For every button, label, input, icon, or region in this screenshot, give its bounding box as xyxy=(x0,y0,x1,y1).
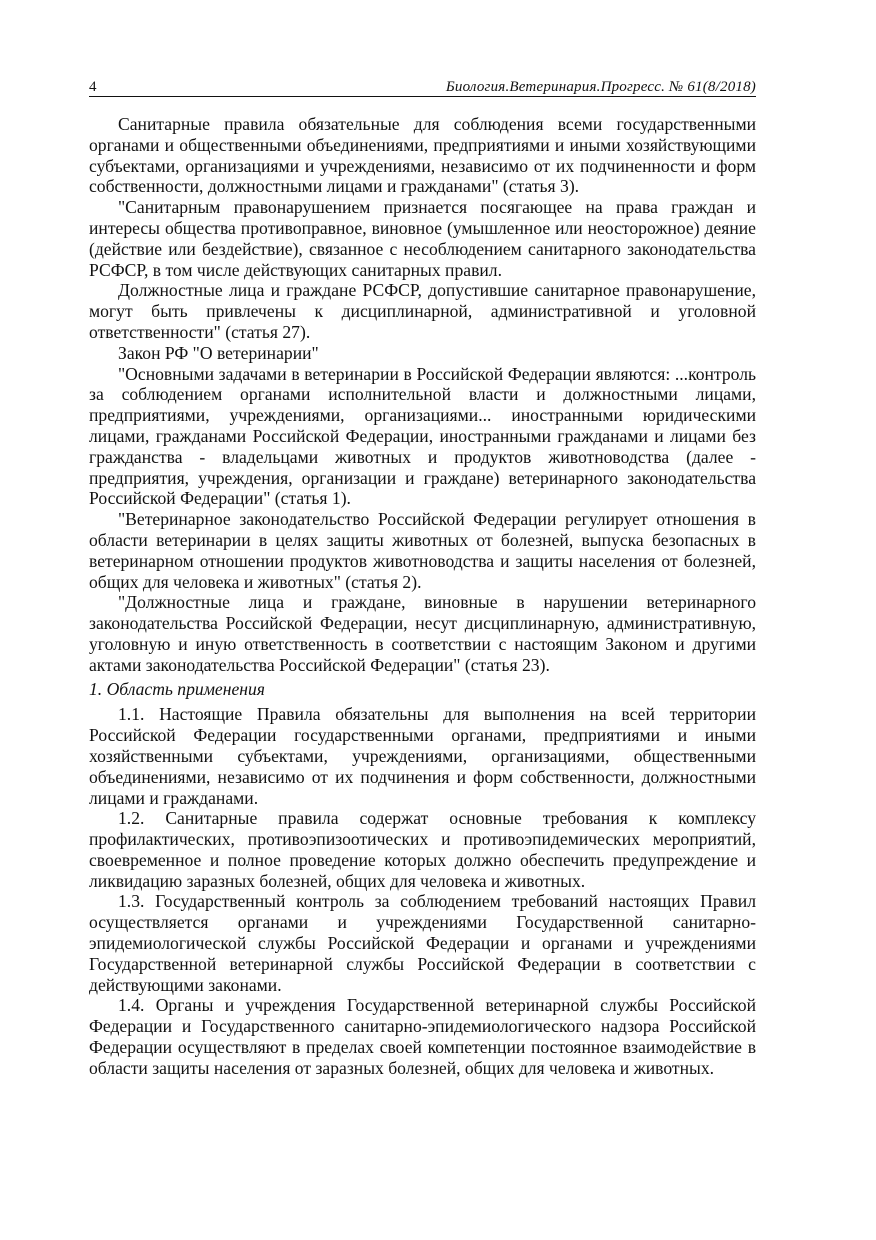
paragraph: Должностные лица и граждане РСФСР, допустившие санитарное правонарушение, могут быть привлечены к дисциплинарной, административной и уголовной ответственности" (статья 27). xyxy=(89,280,756,342)
page-number: 4 xyxy=(89,79,97,95)
document-page xyxy=(89,76,756,1079)
section-heading: 1. Область применения xyxy=(89,678,265,699)
paragraph: Закон РФ "О ветеринарии" xyxy=(118,342,319,363)
paragraph: "Должностные лица и граждане, виновные в нарушении ветеринарного законодательства Российской Федерации, несут дисциплинарную, административную, уголовную и иную ответственность в соответствии с настоящим Законом и другими актами законодательства Российской Федерации" (статья 23). xyxy=(89,592,756,675)
paragraph: "Ветеринарное законодательство Российской Федерации регулирует отношения в области ветеринарии в целях защиты животных от болезней, выпуска безопасных в ветеринарном отношении продуктов животноводства и защиты населения от болезней, общих для человека и животных" (статья 2). xyxy=(89,509,756,592)
section-paragraph: 1.1. Настоящие Правила обязательны для выполнения на всей территории Российской Федерации государственными органами, предприятиями и иными хозяйственными субъектами, учреждениями, организациями, общественными объединениями, независимо от их подчинения и форм собственности, должностными лицами и гражданами. xyxy=(89,704,756,808)
paragraph: "Основными задачами в ветеринарии в Российской Федерации являются: ...контроль за соблюдением органами исполнительной власти и должностными лицами, предприятиями, учреждениями, организациями... иностранными юридическими лицами, гражданами Российской Федерации, иностранными гражданами и лицами без гражданства - владельцами животных и продуктов животноводства (далее - предприятия, учреждения, организации и граждане) ветеринарного законодательства Российской Федерации" (статья 1). xyxy=(89,363,756,509)
journal-title: Биология.Ветеринария.Прогресс. № 61(8/2018) xyxy=(445,79,756,95)
section-paragraph: 1.2. Санитарные правила содержат основные требования к комплексу профилактических, противоэпизоотических и противоэпидемических мероприятий, своевременное и полное проведение которых должно обеспечить предупреждение и ликвидацию заразных болезней, общих для человека и животных. xyxy=(89,808,756,891)
section-paragraph: 1.3. Государственный контроль за соблюдением требований настоящих Правил осуществляется органами и учреждениями Государственной санитарно-эпидемиологической службы Российской Федерации и органами и учреждениями Государственной ветеринарной службы Российской Федерации в соответствии с действующими законами. xyxy=(89,891,756,995)
running-header xyxy=(89,76,756,97)
paragraph: Санитарные правила обязательные для соблюдения всеми государственными органами и общественными объединениями, предприятиями и иными хозяйствующими субъектами, организациями и учреждениями, независимо от их подчиненности и форм собственности, должностными лицами и гражданами" (статья 3). xyxy=(89,114,756,197)
document-body xyxy=(89,114,756,1079)
paragraph: "Санитарным правонарушением признается посягающее на права граждан и интересы общества противоправное, виновное (умышленное или неосторожное) деяние (действие или бездействие), связанное с несоблюдением санитарного законодательства РСФСР, в том числе действующих санитарных правил. xyxy=(89,197,756,280)
section-paragraph: 1.4. Органы и учреждения Государственной ветеринарной службы Российской Федерации и Государственного санитарно-эпидемиологического надзора Российской Федерации осуществляют в пределах своей компетенции постоянное взаимодействие в области защиты населения от заразных болезней, общих для человека и животных. xyxy=(89,995,756,1078)
